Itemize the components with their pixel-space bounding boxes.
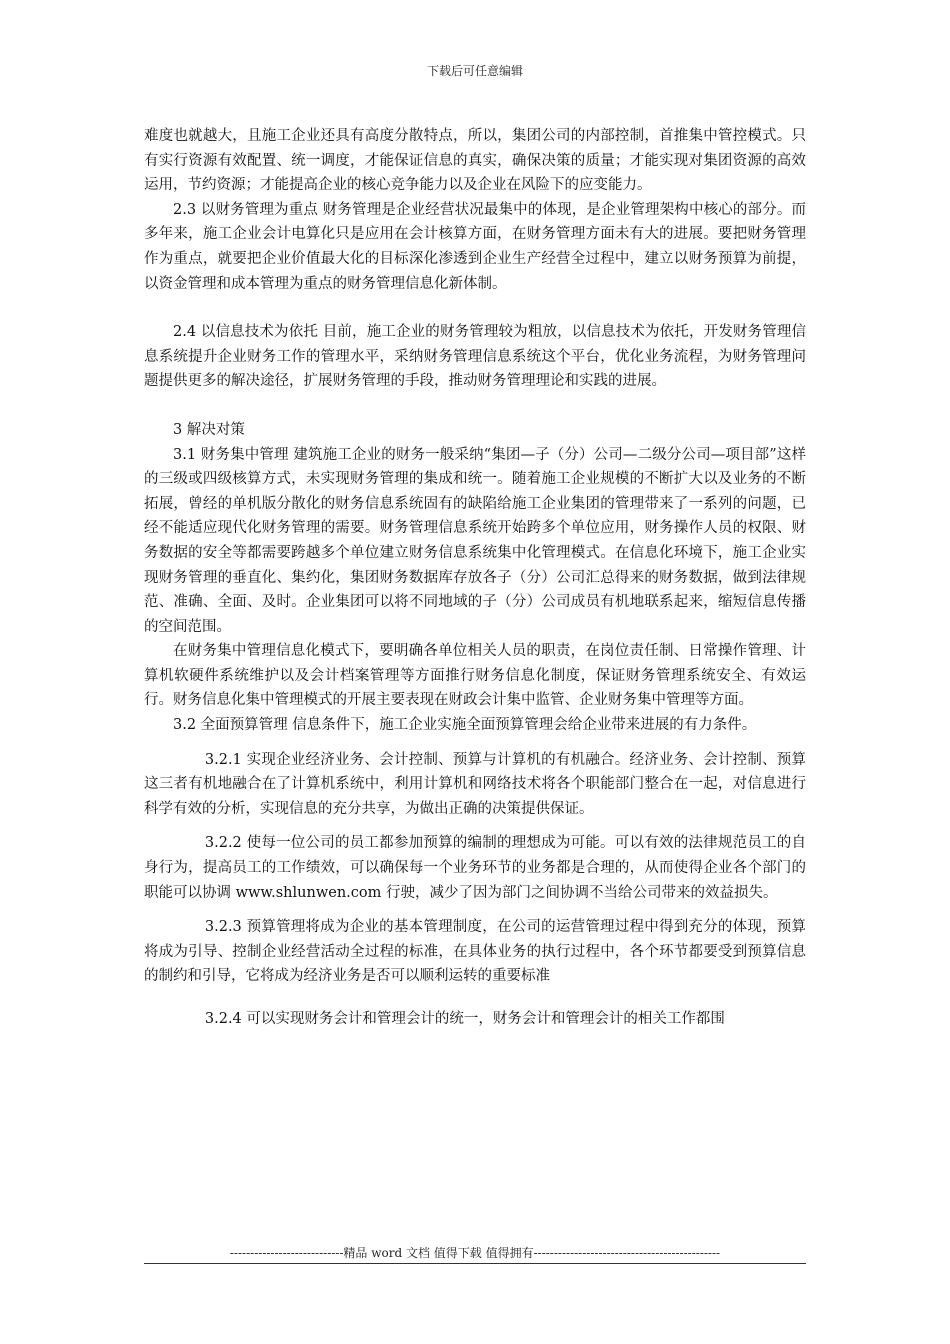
page-footer: ----------------------------精品 word 文档 值得下载 值得拥有---------------------------------------------- — [229, 1246, 721, 1260]
paragraph-intro: 难度也就越大，且施工企业还具有高度分散特点，所以，集团公司的内部控制，首推集中管控模式。只有实行资源有效配置、统一调度，才能保证信息的真实，确保决策的质量；才能实现对集团资源的高效运用，节约资源；才能提高企业的核心竞争能力以及企业在风险下的应变能力。 — [144, 128, 806, 194]
footer-divider — [144, 1263, 806, 1264]
paragraph-3-2-3: 3.2.3 预算管理将成为企业的基本管理制度，在公司的运营管理过程中得到充分的体现，预算将成为引导、控制企业经营活动全过程的标准，在具体业务的执行过程中，各个环节都要受到预算信息的制约和引导，它将成为经济业务是否可以顺利运转的重要标准 — [144, 919, 806, 985]
paragraph-3-1: 3.1 财务集中管理 建筑施工企业的财务一般采纳“集团—子（分）公司—二级分公司—项目部”这样的三级或四级核算方式，未实现财务管理的集成和统一。随着施工企业规模的不断扩大以及业务的不断拓展，曾经的单机版分散化的财务信息系统固有的缺陷给施工企业集团的管理带来了一系列的问题，已经不能适应现代化财务管理的需要。财务管理信息系统开始跨多个单位应用，财务操作人员的权限、财务数据的安全等都需要跨越多个单位建立财务信息系统集中化管理模式。在信息化环境下，施工企业实现财务管理的垂直化、集约化，集团财务数据库存放各子（分）公司汇总得来的财务数据，做到法律规范、准确、全面、及时。企业集团可以将不同地域的子（分）公司成员有机地联系起来，缩短信息传播的空间范围。 — [144, 446, 806, 635]
paragraph-3-2-2: 3.2.2 使每一位公司的员工都参加预算的编制的理想成为可能。可以有效的法律规范员工的自身行为，提高员工的工作绩效，可以确保每一个业务环节的业务都是合理的，从而使得企业各个部门的职能可以协调 www.shlunwen.com 行驶，减少了因为部门之间协调不当给公司带来的效益损失。 — [144, 835, 806, 901]
paragraph-3-2: 3.2 全面预算管理 信息条件下，施工企业实施全面预算管理会给企业带来进展的有力条件。 — [173, 717, 757, 734]
paragraph-2-4: 2.4 以信息技术为依托 目前，施工企业的财务管理较为粗放，以信息技术为依托，开发财务管理信息系统提升企业财务工作的管理水平，采纳财务管理信息系统这个平台，优化业务流程，为财务管理问题提供更多的解决途径，扩展财务管理的手段，推动财务管理理论和实践的进展。 — [144, 324, 806, 390]
document-body — [144, 124, 806, 1032]
paragraph-2-3: 2.3 以财务管理为重点 财务管理是企业经营状况最集中的体现，是企业管理架构中核心的部分。而多年来，施工企业会计电算化只是应用在会计核算方面，在财务管理方面未有大的进展。要把财务管理作为重点，就要把企业价值最大化的目标深化渗透到企业生产经营全过程中，建立以财务预算为前提，以资金管理和成本管理为重点的财务管理信息化新体制。 — [144, 201, 806, 292]
paragraph-3-2-1: 3.2.1 实现企业经济业务、会计控制、预算与计算机的有机融合。经济业务、会计控制、预算这三者有机地融合在了计算机系统中，利用计算机和网络技术将各个职能部门整合在一起，对信息进行科学有效的分析，实现信息的充分共享，为做出正确的决策提供保证。 — [144, 751, 806, 817]
paragraph-3-1-cont: 在财务集中管理信息化模式下，要明确各单位相关人员的职责，在岗位责任制、日常操作管理、计算机软硬件系统维护以及会计档案管理等方面推行财务信息化制度，保证财务管理系统安全、有效运行。财务信息化集中管理模式的开展主要表现在财政会计集中监管、企业财务集中管理等方面。 — [144, 643, 806, 709]
paragraph-3-2-4: 3.2.4 可以实现财务会计和管理会计的统一，财务会计和管理会计的相关工作都围 — [204, 1011, 725, 1027]
section-heading-3: 3 解决对策 — [173, 421, 245, 438]
page-header: 下载后可任意编辑 — [426, 64, 523, 78]
